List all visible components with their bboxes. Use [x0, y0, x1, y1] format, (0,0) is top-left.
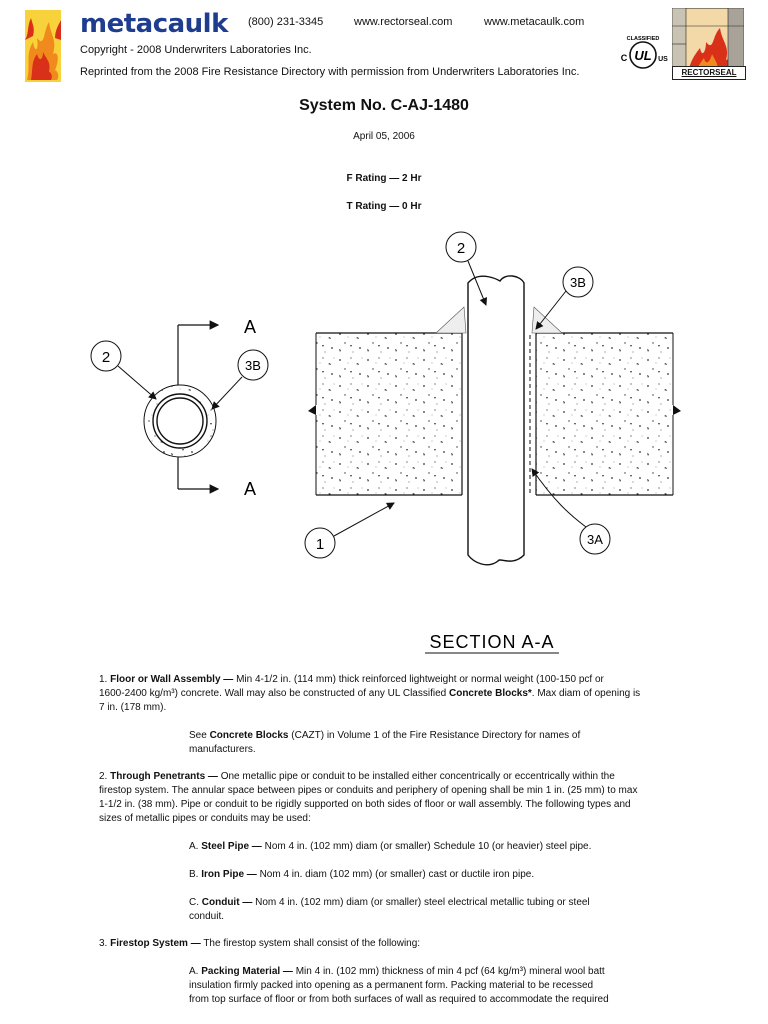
- phone-number: (800) 231-3345: [248, 16, 324, 28]
- callout-pipe-plan: 2: [101, 349, 111, 366]
- item-2-text-a: One metallic pipe or conduit to be installed either concentrically or eccentrically within the: [217, 771, 615, 782]
- ul-right-text: US: [658, 56, 668, 63]
- item-3a-term: Packing Material —: [201, 966, 293, 977]
- item-1-text-c: . Max diam of opening is: [531, 688, 641, 699]
- metacaulk-url[interactable]: www.metacaulk.com: [484, 16, 585, 28]
- section-title: SECTION A-A: [429, 632, 555, 652]
- item-1-floor-assembly: [99, 673, 739, 715]
- item-2a-text: Nom 4 in. (102 mm) diam (or smaller) Schedule 10 (or heavier) steel pipe.: [261, 841, 592, 852]
- item-3a-text-c: from top surface of floor or from both surfaces of wall as required to accommodate the required: [189, 994, 609, 1005]
- item-1-see-term: Concrete Blocks: [209, 730, 289, 741]
- t-rating: T Rating — 0 Hr: [346, 201, 422, 212]
- callout-packing-material: 3A: [587, 532, 603, 547]
- item-2-text-b: firestop system. The annular space between pipes or conduits and periphery of opening shall be min 1 in. (25 mm) to max: [99, 785, 638, 796]
- item-2-number: 2.: [99, 771, 108, 782]
- item-1-see-note: [189, 729, 709, 757]
- ul-center-text: UL: [634, 48, 652, 63]
- plan-view: [91, 317, 268, 499]
- section-marker-a-bottom: A: [244, 479, 257, 499]
- item-2-term: Through Penetrants —: [110, 771, 218, 782]
- flame-logo-icon: [25, 10, 61, 82]
- reprint-line: Reprinted from the 2008 Fire Resistance Directory with permission from Underwriters Laboratories Inc.: [80, 66, 580, 78]
- item-1-term: Floor or Wall Assembly —: [110, 674, 234, 685]
- ul-left-text: C: [620, 53, 628, 63]
- item-2c-conduit: [189, 896, 729, 924]
- item-2-through-penetrants: [99, 770, 744, 826]
- callout-sealant-plan: 3B: [245, 358, 261, 373]
- item-1-see-b: (CAZT) in Volume 1 of the Fire Resistance Directory for names of: [288, 730, 581, 741]
- item-2b-text: Nom 4 in. diam (102 mm) (or smaller) cast or ductile iron pipe.: [256, 869, 535, 880]
- rectorseal-label: RECTORSEAL: [672, 66, 746, 80]
- brand-name: metacaulk: [80, 9, 228, 39]
- item-2a-prefix: A.: [189, 841, 199, 852]
- item-2c-term: Conduit —: [201, 897, 253, 908]
- item-2b-prefix: B.: [189, 869, 199, 880]
- ul-top-text: CLASSIFIED: [626, 36, 660, 42]
- item-3-number: 3.: [99, 938, 108, 949]
- system-date: April 05, 2006: [353, 131, 415, 142]
- item-2b-iron-pipe: [189, 868, 729, 882]
- item-2a-steel-pipe: [189, 840, 729, 854]
- item-2-text-c: 1-1/2 in. (38 mm). Pipe or conduit to be rigidly supported on both sides of floor or wall assembly. The following types and: [99, 799, 631, 810]
- item-1-term-2: Concrete Blocks*: [448, 688, 532, 699]
- callout-sealant-section: 3B: [570, 275, 586, 290]
- rectorseal-url[interactable]: www.rectorseal.com: [354, 16, 453, 28]
- firestop-detail-drawing: [0, 225, 768, 665]
- item-2c-text-b: conduit.: [189, 911, 225, 922]
- system-title: System No. C-AJ-1480: [299, 97, 469, 114]
- item-2-text-d: sizes of metallic pipes or conduits may be used:: [99, 813, 311, 824]
- page-header: [0, 0, 768, 90]
- item-3a-text-a: Min 4 in. (102 mm) thickness of min 4 pcf (64 kg/m³) mineral wool batt: [292, 966, 605, 977]
- item-1-number: 1.: [99, 674, 108, 685]
- item-2b-term: Iron Pipe —: [201, 869, 257, 880]
- item-2c-text-a: Nom 4 in. (102 mm) diam (or smaller) steel electrical metallic tubing or steel: [252, 897, 590, 908]
- item-3-term: Firestop System —: [110, 938, 201, 949]
- copyright-line: Copyright - 2008 Underwriters Laboratories Inc.: [80, 44, 312, 56]
- item-1-text-b: 1600-2400 kg/m³) concrete. Wall may also be constructed of any UL Classified: [99, 688, 447, 699]
- callout-floor-assembly: 1: [315, 536, 325, 553]
- item-1-text-d: 7 in. (178 mm).: [99, 702, 167, 713]
- item-3a-text-b: insulation firmly packed into opening as a permanent form. Packing material to be recessed: [189, 980, 594, 991]
- item-2a-term: Steel Pipe —: [201, 841, 262, 852]
- item-1-text-a: Min 4-1/2 in. (114 mm) thick reinforced lightweight or normal weight (100-150 pcf or: [233, 674, 604, 685]
- item-3-firestop-system: [99, 937, 739, 951]
- section-marker-a-top: A: [244, 317, 257, 337]
- section-view: [305, 232, 681, 565]
- callout-pipe-section: 2: [456, 240, 466, 257]
- ul-classified-icon: [618, 32, 668, 76]
- item-1-see-c: manufacturers.: [189, 744, 256, 755]
- item-2c-prefix: C.: [189, 897, 199, 908]
- f-rating: F Rating — 2 Hr: [346, 173, 422, 184]
- item-3a-prefix: A.: [189, 966, 199, 977]
- item-3-text: The firestop system shall consist of the following:: [200, 938, 421, 949]
- item-3a-packing-material: [189, 965, 734, 1007]
- item-1-see-a: See: [189, 730, 207, 741]
